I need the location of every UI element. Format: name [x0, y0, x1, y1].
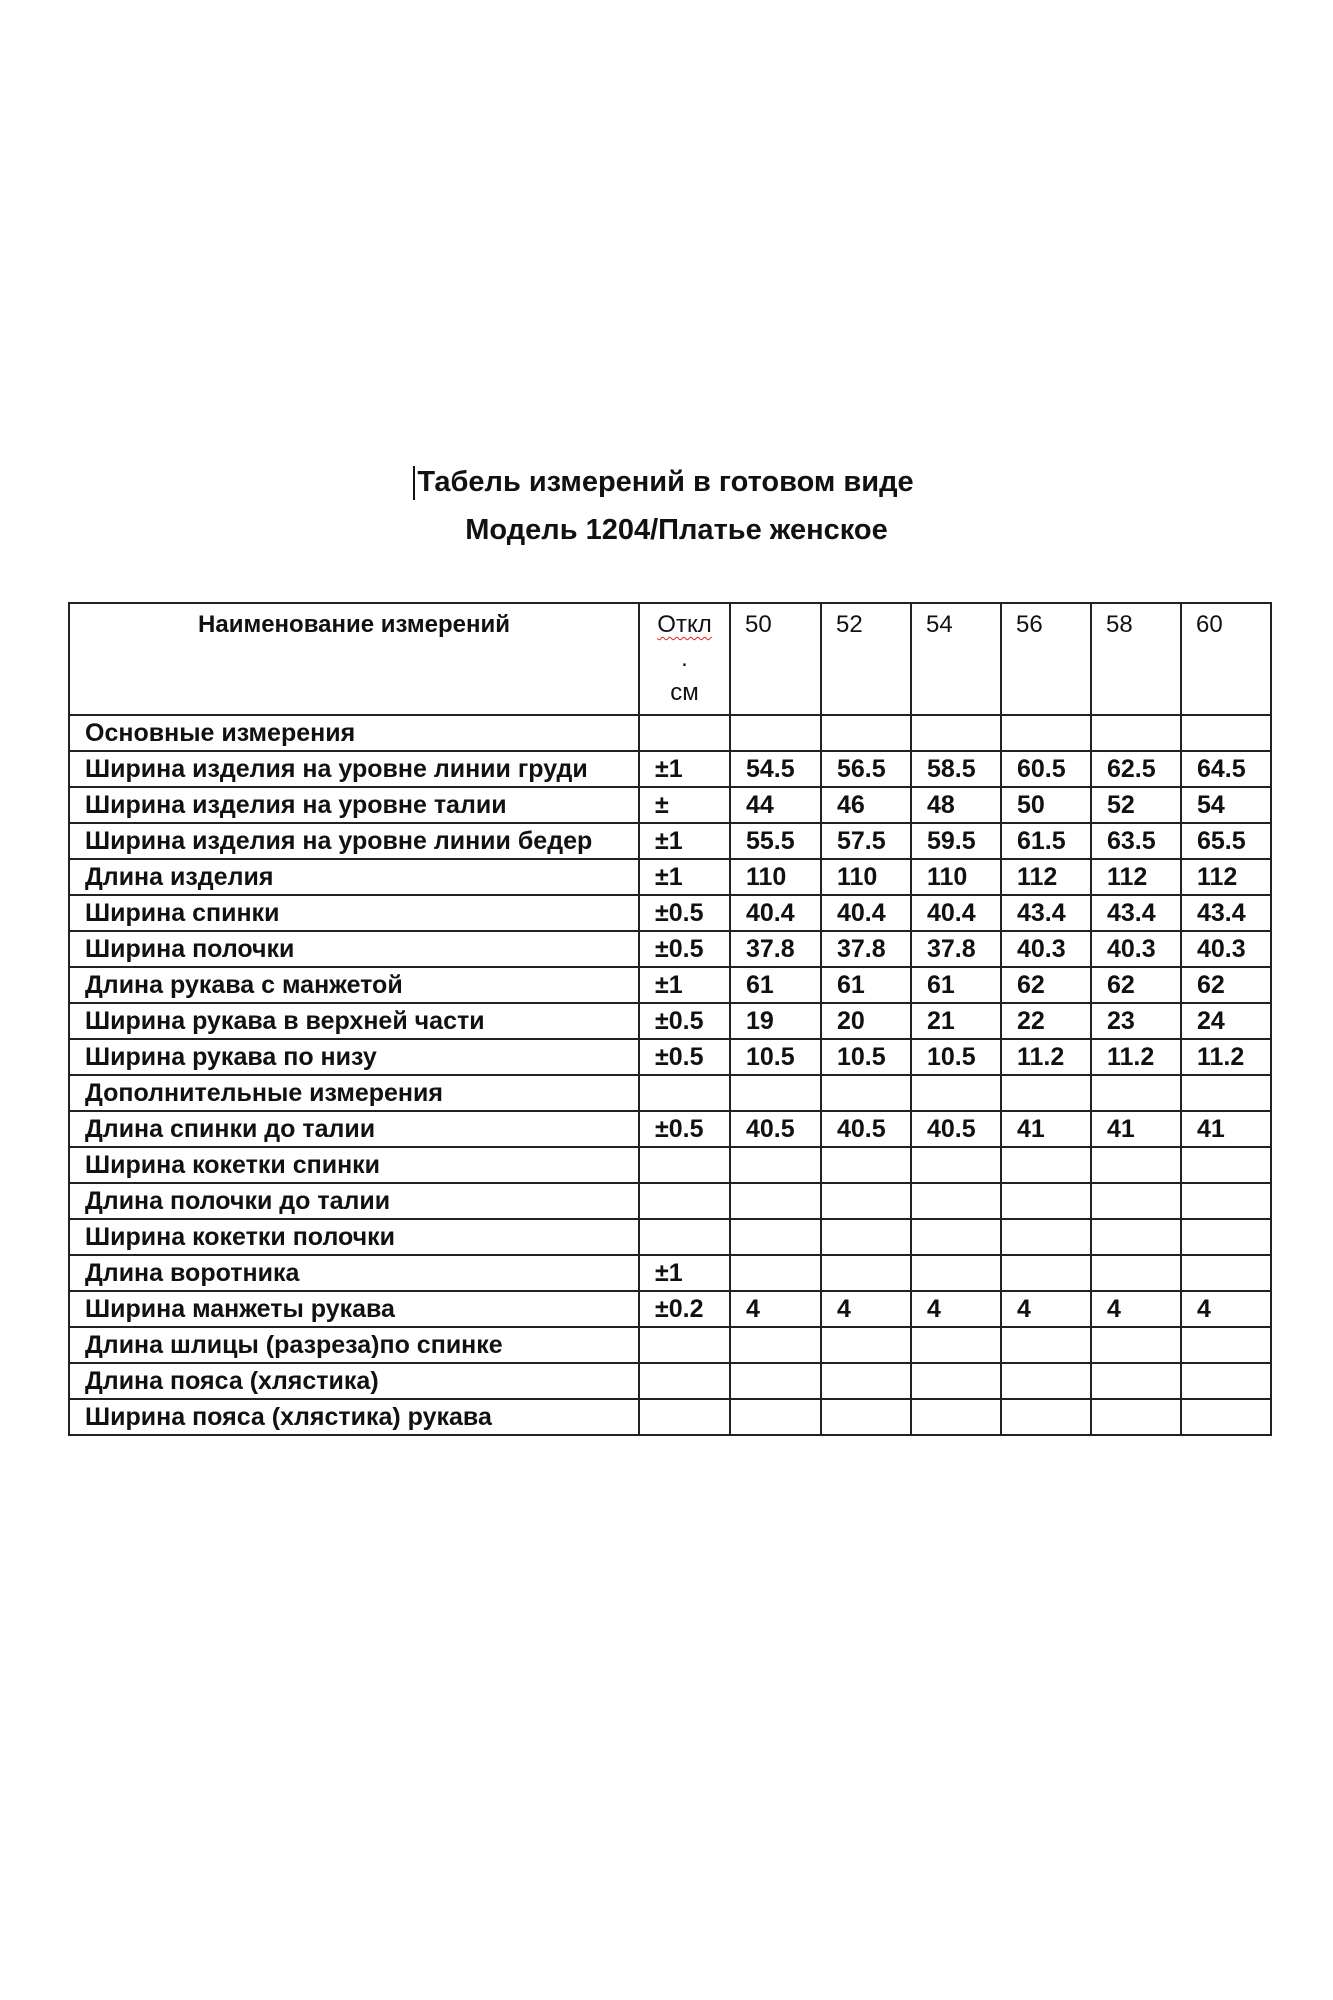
- size-value-cell: [1091, 1147, 1181, 1183]
- size-value-cell: [1091, 1327, 1181, 1363]
- size-value-cell: [730, 1255, 821, 1291]
- tolerance-cell: ±: [639, 787, 730, 823]
- measurement-name-cell: Ширина спинки: [69, 895, 639, 931]
- size-value-cell: 59.5: [911, 823, 1001, 859]
- measurement-name-cell: Длина пояса (хлястика): [69, 1363, 639, 1399]
- size-value-cell: 4: [730, 1291, 821, 1327]
- tolerance-cell: [639, 1399, 730, 1435]
- size-value-cell: 112: [1001, 859, 1091, 895]
- size-value-cell: 40.4: [730, 895, 821, 931]
- size-value-cell: [1001, 1183, 1091, 1219]
- tolerance-cell: ±0.2: [639, 1291, 730, 1327]
- tolerance-cell: [639, 1183, 730, 1219]
- size-value-cell: [1001, 1147, 1091, 1183]
- table-row: [69, 1111, 1271, 1147]
- size-value-cell: [911, 1399, 1001, 1435]
- size-value-cell: 110: [911, 859, 1001, 895]
- tolerance-cell: [639, 1327, 730, 1363]
- measurement-name-cell: Ширина кокетки полочки: [69, 1219, 639, 1255]
- size-value-cell: [1091, 1075, 1181, 1111]
- tolerance-cell: [639, 1075, 730, 1111]
- size-value-cell: [821, 1363, 911, 1399]
- size-value-cell: 62.5: [1091, 751, 1181, 787]
- table-row: [69, 751, 1271, 787]
- size-value-cell: [911, 1219, 1001, 1255]
- tolerance-cell: ±1: [639, 859, 730, 895]
- measurement-name-cell: Длина полочки до талии: [69, 1183, 639, 1219]
- size-value-cell: 60.5: [1001, 751, 1091, 787]
- table-row: [69, 931, 1271, 967]
- document-title-text: Табель измерений в готовом виде: [417, 466, 914, 498]
- size-value-cell: 112: [1091, 859, 1181, 895]
- table-row: [69, 1147, 1271, 1183]
- size-value-cell: 43.4: [1001, 895, 1091, 931]
- size-value-cell: 57.5: [821, 823, 911, 859]
- size-value-cell: 43.4: [1091, 895, 1181, 931]
- measurement-name-cell: Ширина пояса (хлястика) рукава: [69, 1399, 639, 1435]
- size-value-cell: 4: [821, 1291, 911, 1327]
- size-value-cell: [730, 1327, 821, 1363]
- size-value-cell: 40.5: [730, 1111, 821, 1147]
- size-value-cell: [1091, 1399, 1181, 1435]
- size-value-cell: [911, 1255, 1001, 1291]
- table-row: [69, 1039, 1271, 1075]
- table-row: [69, 1183, 1271, 1219]
- header-size-56: 56: [1001, 603, 1091, 715]
- header-tolerance: [639, 603, 730, 715]
- tolerance-cell: [639, 1147, 730, 1183]
- measurement-name-cell: Ширина рукава по низу: [69, 1039, 639, 1075]
- size-value-cell: [730, 715, 821, 751]
- size-value-cell: 41: [1001, 1111, 1091, 1147]
- header-tolerance-line2: .: [681, 645, 688, 672]
- size-value-cell: 10.5: [911, 1039, 1001, 1075]
- measurement-name-cell: Ширина манжеты рукава: [69, 1291, 639, 1327]
- tolerance-cell: ±0.5: [639, 895, 730, 931]
- tolerance-cell: [639, 1363, 730, 1399]
- size-value-cell: 54: [1181, 787, 1271, 823]
- size-value-cell: 40.5: [821, 1111, 911, 1147]
- size-value-cell: [821, 1399, 911, 1435]
- size-value-cell: [1091, 1219, 1181, 1255]
- size-value-cell: [1181, 1183, 1271, 1219]
- size-value-cell: [730, 1147, 821, 1183]
- size-value-cell: [821, 1147, 911, 1183]
- size-value-cell: [730, 1075, 821, 1111]
- size-value-cell: 62: [1001, 967, 1091, 1003]
- size-value-cell: 112: [1181, 859, 1271, 895]
- tolerance-cell: ±1: [639, 967, 730, 1003]
- table-row: [69, 1291, 1271, 1327]
- size-value-cell: [730, 1183, 821, 1219]
- size-value-cell: 4: [1091, 1291, 1181, 1327]
- measurement-name-cell: Длина шлицы (разреза)по спинке: [69, 1327, 639, 1363]
- header-tolerance-line1: Откл: [657, 611, 712, 638]
- tolerance-cell: ±0.5: [639, 1003, 730, 1039]
- size-value-cell: [730, 1219, 821, 1255]
- document-title-block: [0, 458, 1333, 554]
- measurement-name-cell: Длина воротника: [69, 1255, 639, 1291]
- size-value-cell: 4: [1181, 1291, 1271, 1327]
- size-value-cell: 65.5: [1181, 823, 1271, 859]
- header-tolerance-line3: см: [670, 679, 699, 706]
- size-value-cell: 22: [1001, 1003, 1091, 1039]
- measurement-name-cell: Ширина изделия на уровне линии груди: [69, 751, 639, 787]
- table-row: [69, 823, 1271, 859]
- size-value-cell: [730, 1363, 821, 1399]
- size-value-cell: [821, 1075, 911, 1111]
- size-value-cell: 19: [730, 1003, 821, 1039]
- header-size-54: 54: [911, 603, 1001, 715]
- size-value-cell: [1091, 1183, 1181, 1219]
- size-value-cell: 10.5: [821, 1039, 911, 1075]
- measurements-table: [68, 602, 1272, 1436]
- size-value-cell: 46: [821, 787, 911, 823]
- size-value-cell: [821, 1219, 911, 1255]
- size-value-cell: 11.2: [1091, 1039, 1181, 1075]
- size-value-cell: 62: [1181, 967, 1271, 1003]
- size-value-cell: 4: [1001, 1291, 1091, 1327]
- size-value-cell: 40.3: [1001, 931, 1091, 967]
- table-header-row: [69, 603, 1271, 715]
- size-value-cell: 11.2: [1181, 1039, 1271, 1075]
- size-value-cell: [821, 1255, 911, 1291]
- measurement-name-cell: Основные измерения: [69, 715, 639, 751]
- size-value-cell: [1091, 715, 1181, 751]
- size-value-cell: 56.5: [821, 751, 911, 787]
- size-value-cell: 37.8: [730, 931, 821, 967]
- document-subtitle: Модель 1204/Платье женское: [465, 514, 888, 546]
- size-value-cell: 58.5: [911, 751, 1001, 787]
- size-value-cell: [911, 1147, 1001, 1183]
- text-cursor-mark: [413, 466, 415, 500]
- table-row: [69, 1363, 1271, 1399]
- size-value-cell: [1001, 715, 1091, 751]
- size-value-cell: [1181, 1147, 1271, 1183]
- size-value-cell: 23: [1091, 1003, 1181, 1039]
- table-row: [69, 1075, 1271, 1111]
- document-title: [0, 458, 1333, 506]
- size-value-cell: [1091, 1363, 1181, 1399]
- tolerance-cell: ±0.5: [639, 1111, 730, 1147]
- size-value-cell: 37.8: [821, 931, 911, 967]
- size-value-cell: [1001, 1219, 1091, 1255]
- size-value-cell: 40.5: [911, 1111, 1001, 1147]
- size-value-cell: 40.4: [911, 895, 1001, 931]
- size-value-cell: 52: [1091, 787, 1181, 823]
- size-value-cell: 61: [911, 967, 1001, 1003]
- table-row: [69, 1255, 1271, 1291]
- header-size-58: 58: [1091, 603, 1181, 715]
- size-value-cell: [911, 715, 1001, 751]
- measurement-name-cell: Дополнительные измерения: [69, 1075, 639, 1111]
- table-row: [69, 715, 1271, 751]
- size-value-cell: [1181, 1327, 1271, 1363]
- table-row: [69, 1327, 1271, 1363]
- size-value-cell: 48: [911, 787, 1001, 823]
- measurement-name-cell: Ширина изделия на уровне линии бедер: [69, 823, 639, 859]
- size-value-cell: 24: [1181, 1003, 1271, 1039]
- table-row: [69, 895, 1271, 931]
- size-value-cell: [1001, 1255, 1091, 1291]
- measurement-name-cell: Ширина полочки: [69, 931, 639, 967]
- size-value-cell: [911, 1363, 1001, 1399]
- table-row: [69, 1003, 1271, 1039]
- tolerance-cell: ±0.5: [639, 1039, 730, 1075]
- size-value-cell: 110: [821, 859, 911, 895]
- size-value-cell: 61: [730, 967, 821, 1003]
- tolerance-cell: ±1: [639, 823, 730, 859]
- size-value-cell: 40.4: [821, 895, 911, 931]
- header-size-50: 50: [730, 603, 821, 715]
- table-row: [69, 967, 1271, 1003]
- tolerance-cell: ±1: [639, 1255, 730, 1291]
- measurement-name-cell: Длина рукава с манжетой: [69, 967, 639, 1003]
- size-value-cell: [911, 1183, 1001, 1219]
- size-value-cell: [1001, 1075, 1091, 1111]
- table-row: [69, 787, 1271, 823]
- size-value-cell: 110: [730, 859, 821, 895]
- size-value-cell: 21: [911, 1003, 1001, 1039]
- tolerance-cell: [639, 715, 730, 751]
- measurement-name-cell: Ширина кокетки спинки: [69, 1147, 639, 1183]
- size-value-cell: [1001, 1399, 1091, 1435]
- size-value-cell: 11.2: [1001, 1039, 1091, 1075]
- table-row: [69, 1219, 1271, 1255]
- size-value-cell: 40.3: [1181, 931, 1271, 967]
- measurements-table-body: [69, 603, 1271, 1435]
- size-value-cell: 61.5: [1001, 823, 1091, 859]
- size-value-cell: [821, 1327, 911, 1363]
- size-value-cell: [821, 715, 911, 751]
- size-value-cell: [1181, 1399, 1271, 1435]
- size-value-cell: 61: [821, 967, 911, 1003]
- size-value-cell: 54.5: [730, 751, 821, 787]
- size-value-cell: [821, 1183, 911, 1219]
- size-value-cell: 41: [1181, 1111, 1271, 1147]
- measurement-name-cell: Длина спинки до талии: [69, 1111, 639, 1147]
- tolerance-cell: [639, 1219, 730, 1255]
- size-value-cell: [1181, 1075, 1271, 1111]
- size-value-cell: [1181, 1255, 1271, 1291]
- size-value-cell: [1001, 1363, 1091, 1399]
- header-measurement-name: Наименование измерений: [69, 603, 639, 715]
- size-value-cell: [1181, 715, 1271, 751]
- size-value-cell: [1001, 1327, 1091, 1363]
- size-value-cell: 4: [911, 1291, 1001, 1327]
- size-value-cell: 62: [1091, 967, 1181, 1003]
- table-row: [69, 1399, 1271, 1435]
- size-value-cell: [1181, 1219, 1271, 1255]
- tolerance-cell: ±0.5: [639, 931, 730, 967]
- size-value-cell: 64.5: [1181, 751, 1271, 787]
- size-value-cell: [911, 1075, 1001, 1111]
- size-value-cell: [911, 1327, 1001, 1363]
- size-value-cell: [1091, 1255, 1181, 1291]
- size-value-cell: 10.5: [730, 1039, 821, 1075]
- size-value-cell: [730, 1399, 821, 1435]
- size-value-cell: [1181, 1363, 1271, 1399]
- table-row: [69, 859, 1271, 895]
- size-value-cell: 40.3: [1091, 931, 1181, 967]
- header-size-60: 60: [1181, 603, 1271, 715]
- size-value-cell: 20: [821, 1003, 911, 1039]
- size-value-cell: 63.5: [1091, 823, 1181, 859]
- size-value-cell: 43.4: [1181, 895, 1271, 931]
- size-value-cell: 44: [730, 787, 821, 823]
- size-value-cell: 41: [1091, 1111, 1181, 1147]
- tolerance-cell: ±1: [639, 751, 730, 787]
- measurement-name-cell: Ширина рукава в верхней части: [69, 1003, 639, 1039]
- measurement-name-cell: Ширина изделия на уровне талии: [69, 787, 639, 823]
- header-size-52: 52: [821, 603, 911, 715]
- size-value-cell: 50: [1001, 787, 1091, 823]
- size-value-cell: 37.8: [911, 931, 1001, 967]
- size-value-cell: 55.5: [730, 823, 821, 859]
- measurement-name-cell: Длина изделия: [69, 859, 639, 895]
